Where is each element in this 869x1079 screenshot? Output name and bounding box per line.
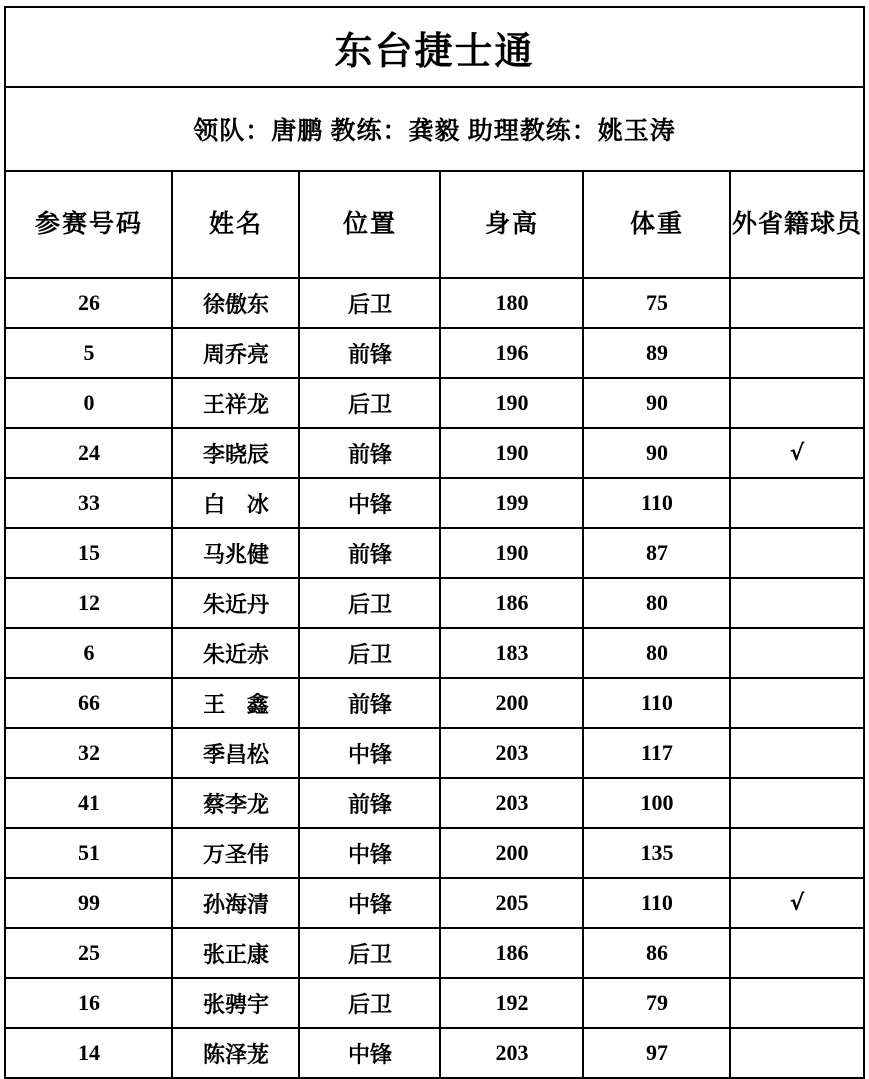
table-row [5,578,863,628]
cell-weight: 117 [583,728,730,778]
cell-out-of-province [730,778,863,828]
cell-out-of-province: √ [730,878,863,928]
cell-position: 中锋 [299,878,440,928]
cell-number: 41 [5,778,172,828]
table-row [5,378,863,428]
team-roster-table [4,6,864,1079]
cell-out-of-province [730,328,863,378]
cell-out-of-province [730,728,863,778]
column-header-weight: 体重 [583,171,730,278]
cell-position: 后卫 [299,928,440,978]
cell-name: 孙海清 [172,878,299,928]
cell-position: 中锋 [299,1028,440,1078]
cell-weight: 89 [583,328,730,378]
cell-name: 万圣伟 [172,828,299,878]
cell-weight: 110 [583,678,730,728]
cell-position: 中锋 [299,828,440,878]
cell-number: 6 [5,628,172,678]
cell-name-text: 白 冰 [203,491,277,517]
table-row [5,678,863,728]
cell-name: 朱近赤 [172,628,299,678]
cell-weight: 86 [583,928,730,978]
cell-position: 后卫 [299,628,440,678]
cell-weight: 97 [583,1028,730,1078]
cell-number: 0 [5,378,172,428]
cell-number: 14 [5,1028,172,1078]
table-header-row [5,171,863,278]
table-row [5,928,863,978]
cell-weight: 110 [583,878,730,928]
table-row [5,328,863,378]
cell-weight: 90 [583,378,730,428]
cell-out-of-province: √ [730,428,863,478]
cell-weight: 135 [583,828,730,878]
cell-number: 24 [5,428,172,478]
cell-position: 前锋 [299,428,440,478]
cell-out-of-province [730,378,863,428]
cell-height: 205 [440,878,583,928]
table-row [5,628,863,678]
staff-row [5,87,863,171]
cell-name: 徐傲东 [172,278,299,328]
cell-height: 203 [440,1028,583,1078]
cell-position: 后卫 [299,278,440,328]
cell-height: 199 [440,478,583,528]
cell-out-of-province [730,978,863,1028]
cell-name: 周乔亮 [172,328,299,378]
column-header-name: 姓名 [172,171,299,278]
cell-name: 蔡李龙 [172,778,299,828]
cell-position: 后卫 [299,378,440,428]
cell-height: 203 [440,778,583,828]
cell-height: 196 [440,328,583,378]
cell-number: 99 [5,878,172,928]
cell-height: 190 [440,528,583,578]
cell-out-of-province [730,1028,863,1078]
cell-number: 25 [5,928,172,978]
document-title: 东台捷士通 [5,7,863,87]
cell-number: 32 [5,728,172,778]
cell-position: 前锋 [299,328,440,378]
cell-weight: 87 [583,528,730,578]
cell-name [172,478,299,528]
cell-number: 66 [5,678,172,728]
cell-weight: 110 [583,478,730,528]
cell-name: 张正康 [172,928,299,978]
column-header-position: 位置 [299,171,440,278]
cell-height: 186 [440,578,583,628]
cell-name-text: 王 鑫 [203,691,277,717]
column-header-height: 身高 [440,171,583,278]
cell-height: 186 [440,928,583,978]
cell-out-of-province [730,278,863,328]
cell-position: 前锋 [299,778,440,828]
cell-position: 后卫 [299,978,440,1028]
cell-number: 12 [5,578,172,628]
cell-weight: 90 [583,428,730,478]
column-header-out-of-province: 外省籍球员 [730,171,863,278]
table-row [5,978,863,1028]
cell-weight: 80 [583,578,730,628]
cell-number: 51 [5,828,172,878]
cell-position: 前锋 [299,678,440,728]
cell-number: 26 [5,278,172,328]
cell-position: 后卫 [299,578,440,628]
table-row [5,1028,863,1078]
cell-name [172,678,299,728]
cell-name: 王祥龙 [172,378,299,428]
cell-out-of-province [730,528,863,578]
cell-number: 15 [5,528,172,578]
table-row [5,278,863,328]
table-row [5,428,863,478]
cell-number: 5 [5,328,172,378]
table-row [5,878,863,928]
cell-out-of-province [730,478,863,528]
cell-name: 季昌松 [172,728,299,778]
cell-name: 陈泽茏 [172,1028,299,1078]
cell-height: 200 [440,678,583,728]
cell-height: 203 [440,728,583,778]
staff-line: 领队：唐鹏 教练：龚毅 助理教练：姚玉涛 [5,87,863,171]
cell-position: 中锋 [299,728,440,778]
cell-position: 中锋 [299,478,440,528]
table-row [5,778,863,828]
cell-out-of-province [730,678,863,728]
table-row [5,728,863,778]
cell-weight: 75 [583,278,730,328]
cell-height: 200 [440,828,583,878]
cell-weight: 79 [583,978,730,1028]
cell-number: 33 [5,478,172,528]
title-row [5,7,863,87]
table-row [5,828,863,878]
cell-out-of-province [730,928,863,978]
cell-weight: 100 [583,778,730,828]
column-header-number: 参赛号码 [5,171,172,278]
cell-height: 190 [440,428,583,478]
cell-out-of-province [730,628,863,678]
table-row [5,528,863,578]
cell-height: 190 [440,378,583,428]
table-row [5,478,863,528]
cell-height: 192 [440,978,583,1028]
cell-weight: 80 [583,628,730,678]
cell-position: 前锋 [299,528,440,578]
cell-name: 李晓辰 [172,428,299,478]
cell-name: 张骋宇 [172,978,299,1028]
cell-number: 16 [5,978,172,1028]
cell-height: 183 [440,628,583,678]
cell-out-of-province [730,578,863,628]
cell-out-of-province [730,828,863,878]
cell-name: 马兆健 [172,528,299,578]
cell-name: 朱近丹 [172,578,299,628]
cell-height: 180 [440,278,583,328]
